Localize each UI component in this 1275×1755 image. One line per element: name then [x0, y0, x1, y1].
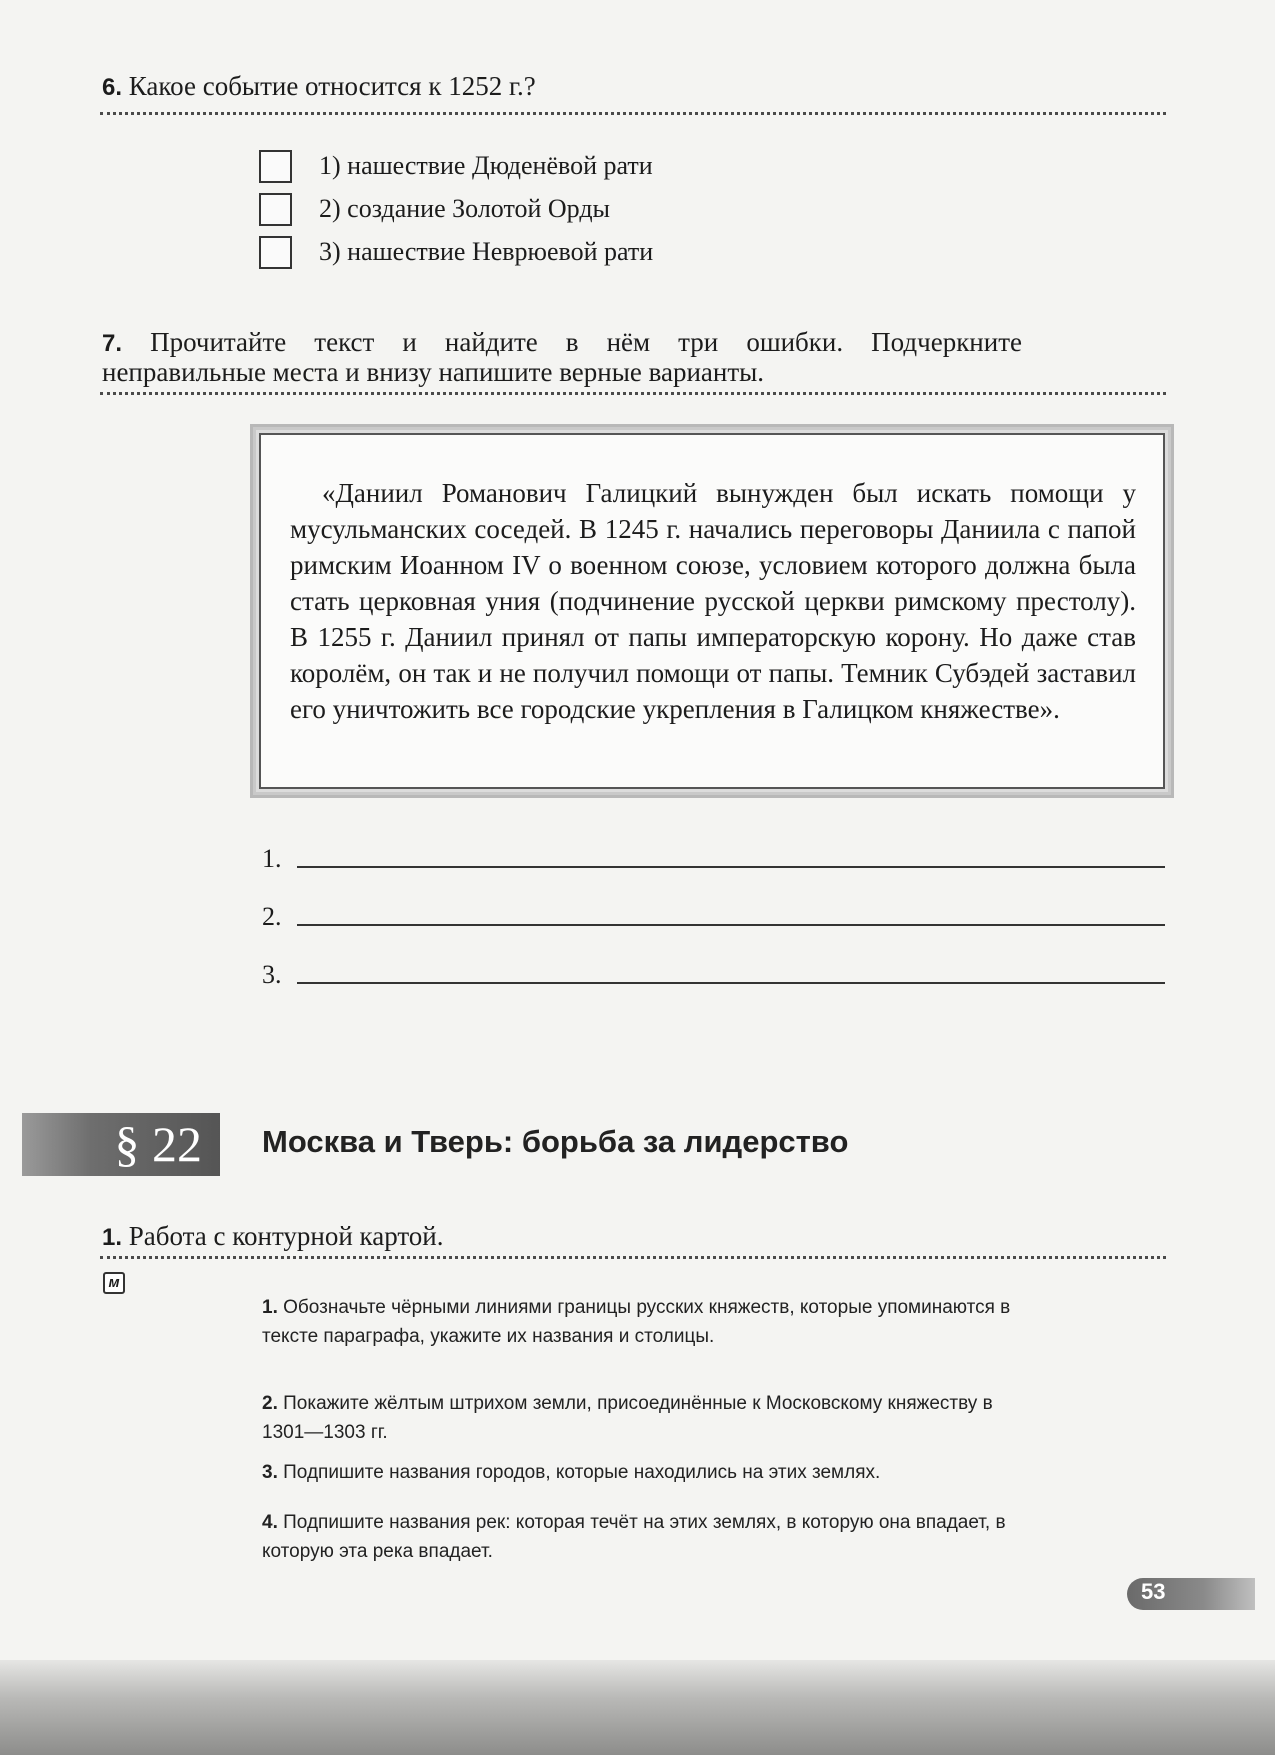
subtask-1: [262, 1293, 1014, 1351]
answer-row-3[interactable]: [262, 958, 1165, 990]
map-icon: м: [103, 1272, 125, 1294]
subtask-3: [262, 1458, 1014, 1487]
subtask-number: 1.: [262, 1297, 278, 1318]
checkbox-option-1[interactable]: [259, 150, 292, 183]
question-7-title-line-2: неправильные места и внизу напишите верные варианты.: [102, 357, 765, 387]
checkbox-option-2[interactable]: [259, 193, 292, 226]
task-1-text: Работа с контурной картой.: [122, 1221, 444, 1251]
subtask-number: 4.: [262, 1512, 278, 1533]
answer-line-1[interactable]: [297, 866, 1165, 868]
divider-dotted: [100, 1256, 1166, 1259]
answer-row-1[interactable]: [262, 842, 1165, 874]
question-7-number: 7.: [102, 330, 123, 357]
passage-text: «Даниил Романович Галицкий вынужден был искать помощи у мусульманских соседей. В 1245 г. начались переговоры Даниила с папой римским Иоанном IV о военном союзе, условием которого должна была стать церковная уния (подчинение русской церкви римскому престолу). В 1255 г. Даниил принял от папы императорскую корону. Но даже став королём, он так и не получил помощи от папы. Темник Субэдей заставил его уничтожить все городские укрепления в Галицком княжестве».: [290, 478, 1136, 724]
option-label: 1) нашествие Дюденёвой рати: [319, 151, 653, 180]
task-1-number: 1.: [102, 1224, 123, 1251]
page-number: 53: [1141, 1579, 1166, 1604]
page-number-badge: [1127, 1578, 1255, 1610]
subtask-text: Покажите жёлтым штрихом земли, присоединённые к Московскому княжеству в 1301—1303 гг.: [262, 1393, 993, 1443]
subtask-4: [262, 1508, 1014, 1566]
question-6-text: Какое событие относится к 1252 г.?: [122, 71, 536, 101]
question-6-option-2[interactable]: [259, 191, 610, 227]
answer-number: 3.: [262, 960, 282, 989]
answer-number: 2.: [262, 902, 282, 931]
option-label: 2) создание Золотой Орды: [319, 194, 611, 223]
subtask-text: Обозначьте чёрными линиями границы русских княжеств, которые упоминаются в тексте параграфа, укажите их названия и столицы.: [262, 1297, 1011, 1347]
subtask-text: Подпишите названия городов, которые находились на этих землях.: [277, 1462, 881, 1483]
task-1-title: [102, 1220, 444, 1254]
subtask-number: 3.: [262, 1462, 278, 1483]
answer-line-3[interactable]: [297, 982, 1165, 984]
subtask-text: Подпишите названия рек: которая течёт на этих землях, в которую она впадает, в которую эта река впадает.: [262, 1512, 1006, 1562]
page-edge-shadow: [0, 1660, 1275, 1755]
section-title: Москва и Тверь: борьба за лидерство: [262, 1124, 849, 1159]
answer-line-2[interactable]: [297, 924, 1165, 926]
divider-dotted: [100, 112, 1166, 115]
question-7-line-1: Прочитайте текст и найдите в нём три ошибки. Подчеркните: [122, 327, 1022, 357]
section-number-badge: § 22: [22, 1113, 220, 1176]
option-label: 3) нашествие Неврюевой рати: [319, 237, 654, 266]
question-6-option-3[interactable]: [259, 234, 653, 270]
answer-row-2[interactable]: [262, 900, 1165, 932]
checkbox-option-3[interactable]: [259, 236, 292, 269]
question-6-title: [102, 70, 536, 104]
passage-box: [259, 433, 1165, 789]
subtask-2: [262, 1389, 1014, 1447]
question-7-title: [102, 326, 1022, 360]
question-6-number: 6.: [102, 74, 123, 101]
question-6-option-1[interactable]: [259, 148, 653, 184]
answer-number: 1.: [262, 844, 282, 873]
subtask-number: 2.: [262, 1393, 278, 1414]
divider-dotted: [100, 392, 1166, 395]
